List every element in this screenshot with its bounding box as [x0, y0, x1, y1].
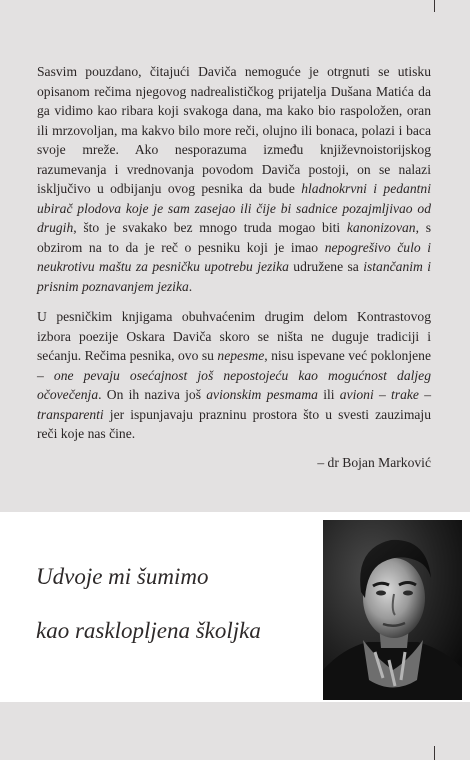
italic-phrase: hladnokrvni i pedantni ubirač plodova koje je sam zasejao ili čije bi sadnice pozajmljivao od drugih: [37, 181, 431, 235]
text-segment: , s obzirom na to da je reč o pesniku koji je imao: [37, 220, 431, 255]
paragraph-2: [37, 307, 431, 444]
author-signature: – dr Bojan Marković: [317, 455, 431, 470]
italic-phrase: avionskim pesmama: [206, 387, 318, 402]
text-segment: ili: [317, 387, 340, 402]
text-segment: jer ispunjavaju prazninu prostora što u svesti zauzimaju reči koje nas čine.: [37, 406, 431, 441]
italic-phrase: nepesme: [217, 348, 265, 363]
portrait-image: [323, 520, 462, 700]
text-segment: udružene sa: [288, 259, 364, 274]
text-segment: , nisu ispevane već poklonjene –: [37, 348, 431, 383]
text-segment: U pesničkim knjigama obuhvaćenim drugim delom Kontrastovog izbora poezije Oskara Daviča skoro se ništa ne duguje tradiciji i sećanju. Rečima pesnika, ovo su: [37, 309, 431, 363]
italic-phrase: one pevaju osećajnost još nepostojeću kao mogućnost daljeg očovečenja: [37, 367, 432, 402]
paragraph-1: [37, 62, 431, 296]
italic-phrase: kanonizovan: [346, 220, 416, 235]
text-segment: , što je svakako bez mnogo truda mogao biti: [73, 220, 347, 235]
portrait-photo: [323, 520, 462, 700]
crop-mark-top: [434, 0, 435, 12]
italic-phrase: nepogrešivo čulo i neukrotivu maštu za pesničku upotrebu jezika: [37, 239, 432, 274]
italic-phrase: avioni – trake – transparenti: [37, 387, 431, 422]
crop-mark-bottom: [434, 746, 435, 760]
verse-line-1: Udvoje mi šumimo: [36, 564, 209, 589]
body-text: [37, 62, 431, 444]
italic-phrase: istančanim i prisnim poznavanjem jezika: [37, 259, 431, 294]
verse-line-2: kao rasklopljena školjka: [36, 618, 261, 643]
text-segment: .: [188, 278, 193, 294]
text-segment: . On ih naziva još: [98, 387, 207, 402]
text-segment: Sasvim pouzdano, čitajući Daviča nemoguće je otrgnuti se utisku opisanom rečima njegovog nadrealističkog prijatelja Dušana Matića da ga vidimo kao ribara koji svakoga dana, ma kako bio raspoložen, oran ili mrzovoljan, ma kakvo bilo more reči, olujno ili bonaca, polazi i baca svoje mreže. Ako nesporazuma između književnoistorijskog razumevanja i vrednovanja povodom Daviča postoji, on se nalazi isključivo u odbijanju ovog pesnika da bude: [37, 64, 431, 196]
